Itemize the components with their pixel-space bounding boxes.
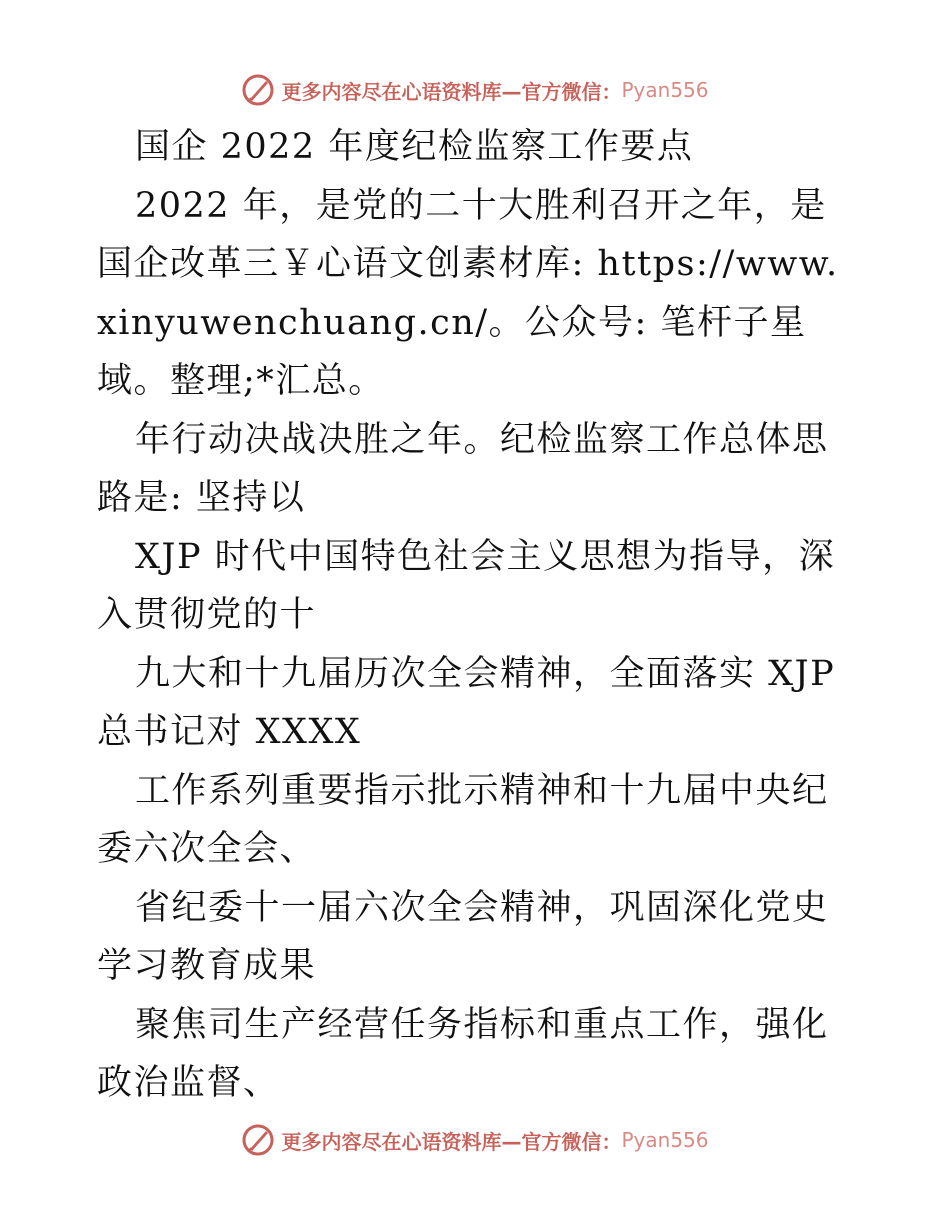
paragraph: 年行动决战决胜之年。纪检监察工作总体思路是: 坚持以 [97, 419, 829, 518]
footer-watermark-banner [0, 1120, 950, 1160]
banner-wechat-id: Pyan556 [621, 78, 709, 102]
paragraph: XJP 时代中国特色社会主义思想为指导，深入贯彻党的十 [97, 536, 836, 635]
quill-pen-logo-icon [241, 73, 275, 107]
document-title: 国企 2022 年度纪检监察工作要点 [135, 127, 694, 167]
paragraph: 工作系列重要指示批示精神和十九届中央纪委六次全会、 [97, 770, 829, 869]
paragraph: 聚焦司生产经营任务指标和重点工作，强化政治监督、 [97, 1004, 829, 1103]
banner-wechat-id: Pyan556 [621, 1128, 709, 1152]
paragraph: 省纪委十一届六次全会精神，巩固深化党史学习教育成果 [97, 887, 829, 986]
paragraph: 九大和十九届历次全会精神，全面落实 XJP 总书记对 XXXX [97, 653, 836, 752]
header-watermark-banner [0, 70, 950, 110]
paragraph: 2022 年，是党的二十大胜利召开之年，是国企改革三￥心语文创素材库: https://www.xinyuwenchuang.cn/。公众号: 笔杆子星域。整理;*汇总。 [97, 185, 839, 401]
banner-text: 更多内容尽在心语资料库—官方微信： [281, 79, 622, 104]
banner-text: 更多内容尽在心语资料库—官方微信： [281, 1129, 622, 1154]
document-body [97, 118, 857, 1113]
quill-pen-logo-icon [241, 1123, 275, 1157]
